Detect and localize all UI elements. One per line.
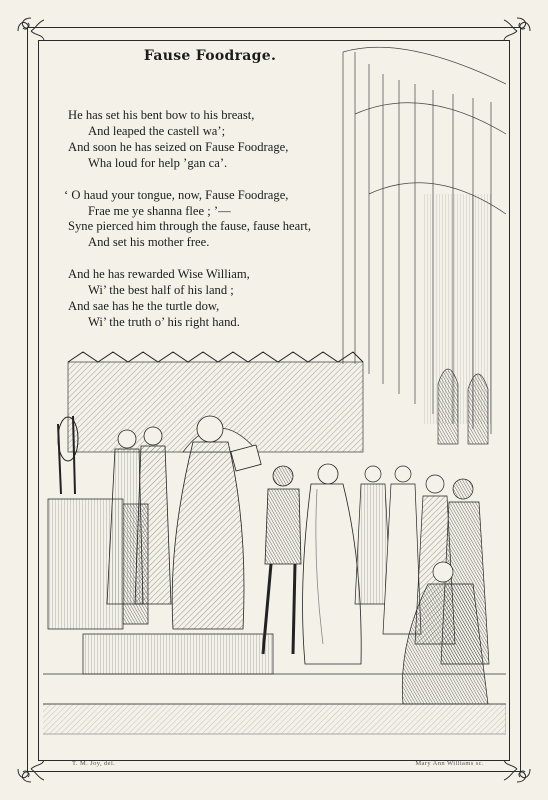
poem-line: Syne pierced him through the fause, fause heart, (68, 219, 312, 234)
poem-line: And set his mother free. (88, 235, 210, 250)
stanza-1 (68, 108, 358, 172)
poem-line: Wi’ the best half of his land ; (88, 283, 234, 298)
corner-ornament-bottom-left (14, 752, 48, 786)
corner-ornament-bottom-right (500, 752, 534, 786)
poem-line: And he has rewarded Wise William, (68, 267, 250, 282)
congregation (355, 466, 489, 704)
bride-and-groom (263, 464, 361, 664)
poem (64, 108, 358, 347)
poem-line: Wi’ the truth o’ his right hand. (88, 314, 240, 329)
poem-line: ‘ O haud your tongue, now, Fause Foodrage, (64, 187, 289, 202)
artist-credit: T. M. Joy, del. (72, 760, 116, 767)
cathedral-columns (343, 47, 506, 444)
page-title: Fause Foodrage. (143, 48, 277, 64)
poem-line: Frae me ye shanna flee ; ’— (88, 203, 231, 218)
stanza-2 (64, 187, 358, 252)
corner-ornament-top-right (500, 14, 534, 48)
poem-line: He has set his bent bow to his breast, (68, 108, 255, 122)
poem-line: And sae has he the turtle dow, (68, 299, 220, 314)
poem-line: And leaped the castell wa’; (88, 123, 226, 138)
corner-ornament-top-left (14, 14, 48, 48)
poem-line: Wha loud for help ’gan ca’. (88, 155, 228, 170)
stanza-3 (68, 267, 358, 331)
poem-line: And soon he has seized on Fause Foodrage, (68, 139, 289, 154)
engraver-credit: Mary Ann Williams sc. (415, 760, 484, 767)
